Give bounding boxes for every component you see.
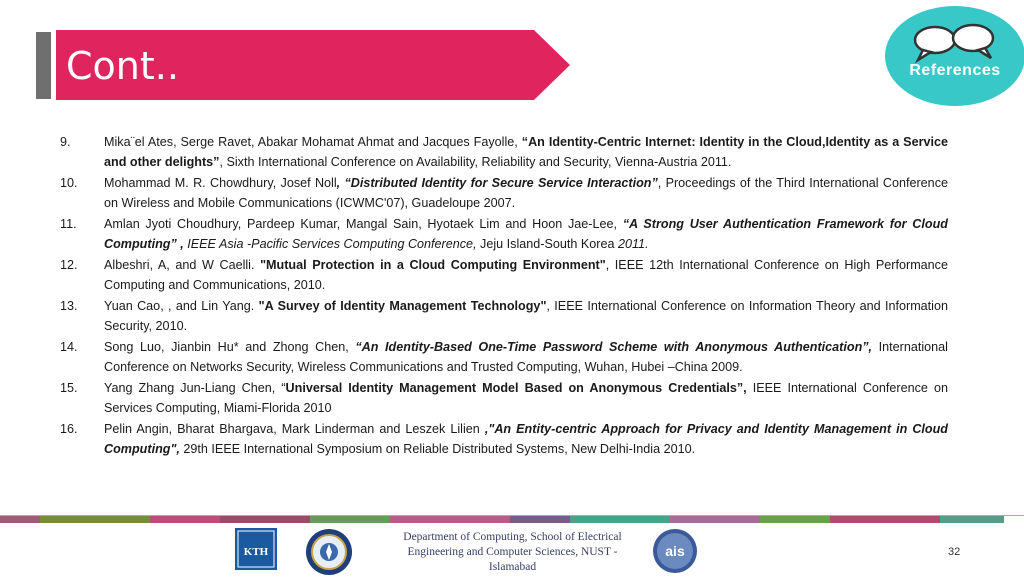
- reference-text: 2011.: [617, 236, 649, 251]
- reference-text: Universal Identity Management Model Based on Anonymous Credentials”,: [285, 381, 747, 395]
- svg-text:ais: ais: [665, 543, 685, 559]
- reference-text: Yang Zhang Jun-Liang Chen, “: [104, 381, 286, 395]
- slide-title: Cont..: [66, 44, 179, 88]
- reference-text: “An Identity-Centric Internet: Identity in the Cloud,Identity as a Service and other delights”: [104, 135, 948, 169]
- reference-text: 29th IEEE International Symposium on Reliable Distributed Systems, New Delhi-India 2010.: [179, 441, 696, 456]
- reference-text: “An Identity-Based One-Time Password Scheme with Anonymous Authentication”,: [355, 340, 873, 354]
- speech-bubbles-icon: [885, 6, 1024, 106]
- title-accent-bar: [36, 32, 51, 99]
- reference-item: [60, 338, 948, 377]
- reference-text: Albeshri, A, and W Caelli.: [104, 258, 261, 272]
- department-text: Department of Computing, School of Electrical Engineering and Computer Sciences, NUST - Islamabad: [403, 531, 622, 573]
- reference-text: , Proceedings of the Third International Conference on Wireless and Mobile Communications (ICWMC'07), Guadeloupe 2007.: [104, 176, 948, 210]
- reference-item: [60, 420, 948, 459]
- page-number: 32: [948, 546, 961, 558]
- reference-text: , “Distributed Identity for Secure Service Interaction”: [336, 176, 658, 190]
- reference-text: Mohammad M. R. Chowdhury, Josef Noll: [104, 176, 337, 190]
- nust-logo: [305, 528, 353, 576]
- reference-text: "Mutual Protection in a Cloud Computing Environment": [260, 258, 606, 272]
- reference-item: [60, 256, 948, 295]
- references-badge: [885, 6, 1024, 106]
- reference-item: [60, 297, 948, 336]
- reference-number: 12.: [60, 258, 78, 272]
- reference-text: Jeju Island-South Korea: [476, 236, 618, 251]
- reference-number: 10.: [60, 176, 78, 190]
- badge-label: References: [909, 62, 1001, 79]
- reference-text: , IEEE 12th International Conference on High Performance Computing and Communications, 2010.: [104, 258, 948, 292]
- reference-text: Yuan Cao, , and Lin Yang.: [104, 299, 259, 313]
- reference-text: , IEEE International Conference on Information Theory and Information Security, 2010.: [104, 299, 948, 333]
- reference-text: ,"An Entity-centric Approach for Privacy and Identity Management in Cloud Computing",: [104, 422, 948, 456]
- reference-text: “A Strong User Authentication Framework for Cloud Computing” ,: [104, 217, 948, 251]
- reference-text: IEEE Asia -Pacific Services Computing Conference,: [187, 236, 477, 251]
- reference-item: [60, 379, 948, 418]
- reference-item: [60, 174, 948, 213]
- reference-text: Song Luo, Jianbin Hu* and Zhong Chen,: [104, 340, 356, 354]
- svg-text:KTH: KTH: [243, 546, 269, 558]
- reference-number: 16.: [60, 422, 78, 436]
- reference-item: [60, 133, 948, 172]
- reference-number: 13.: [60, 299, 78, 313]
- kth-logo: [235, 528, 277, 570]
- ais-logo: [652, 528, 698, 574]
- reference-number: 11.: [60, 217, 77, 231]
- footer-stripe: [0, 516, 1024, 523]
- reference-text: Mika¨el Ates, Serge Ravet, Abakar Mohamat Ahmat and Jacques Fayolle,: [104, 135, 522, 149]
- reference-number: 15.: [60, 381, 78, 395]
- reference-list: [60, 133, 948, 461]
- reference-text: International Conference on Networks Security, Wireless Communications and Trusted Computing, Wuhan, Hubei –China 2009.: [104, 340, 948, 374]
- reference-text: IEEE International Conference on Services Computing, Miami-Florida 2010: [104, 381, 948, 415]
- reference-text: Pelin Angin, Bharat Bhargava, Mark Linderman and Leszek Lilien: [104, 422, 485, 436]
- reference-number: 9.: [60, 135, 71, 149]
- reference-number: 14.: [60, 340, 78, 354]
- title-banner: [56, 30, 570, 100]
- reference-text: Amlan Jyoti Choudhury, Pardeep Kumar, Mangal Sain, Hyotaek Lim and Hoon Jae-Lee,: [104, 217, 623, 231]
- reference-text: , Sixth International Conference on Availability, Reliability and Security, Vienna-Austria 2011.: [219, 154, 732, 169]
- reference-text: "A Survey of Identity Management Technology": [258, 299, 547, 313]
- reference-item: [60, 215, 948, 254]
